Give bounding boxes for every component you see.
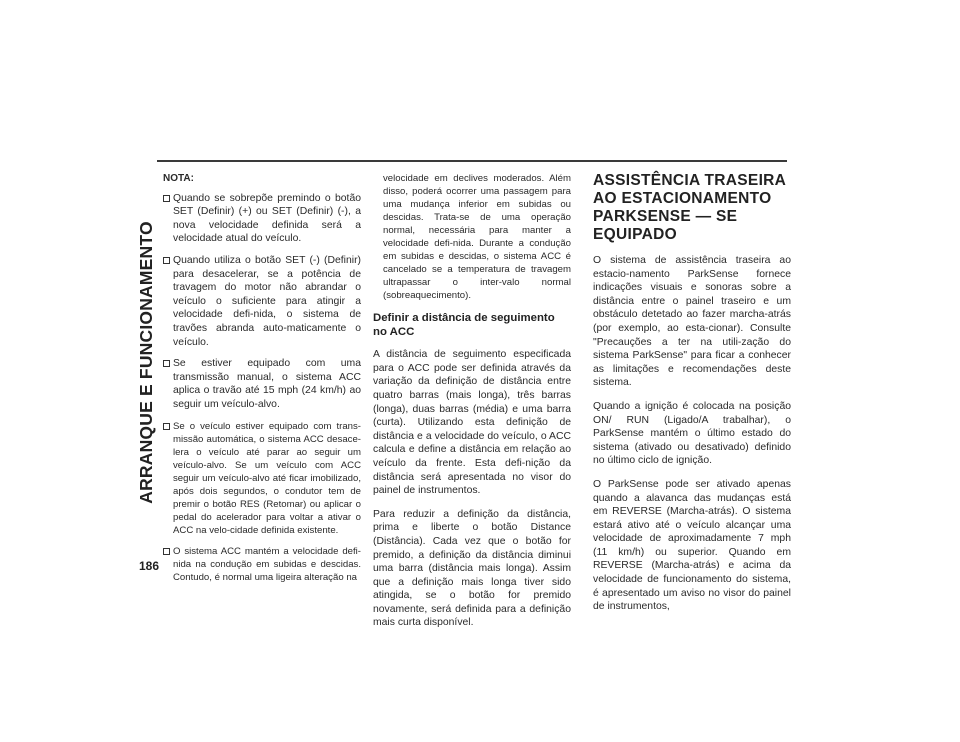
header-rule (157, 160, 787, 162)
paragraph: O ParkSense pode ser ativado apenas quando a alavanca das mudanças está em REVERSE (Marcha-atrás). O sistema estará ativo até o veículo alcançar uma velocidade de aproximadamente 7 mph (11 km/h) ou superior. Quando em REVERSE (Marcha-atrás) e acima da velocidade de funcionamento do sistema, é apresentado um aviso no visor do painel de instrumentos, (593, 478, 791, 613)
list-item-text: Se o veículo estiver equipado com trans-missão automática, o sistema ACC desace-lera o veículo até parar ao seguir um veículo-alvo. Se um veículo com ACC seguir um veículo-alvo até ficar imobilizado, após dois segundos, o condutor tem de premir o botão RES (Retomar) ou aplicar o pedal do acelerador para voltar a ativar o ACC na velo-cidade definida existente. (173, 420, 361, 536)
list-item-text: O sistema ACC mantém a velocidade defi-nida na condução em subidas e descidas. Contudo, é normal uma ligeira alteração na (173, 545, 361, 583)
list-item-text: Se estiver equipado com uma transmissão manual, o sistema ACC aplica o travão até 15 mph (24 km/h) ao seguir um veículo-alvo. (173, 358, 361, 410)
column-middle (373, 172, 571, 640)
chapter-title: ARRANQUE E FUNCIONAMENTO (135, 220, 156, 504)
note-continuation: velocidade em declives moderados. Além disso, poderá ocorrer uma passagem para uma mudança inferior em subidas ou descidas. Trata-se de uma operação normal, necessária para manter a velocidade defi-nida. Durante a condução em subidas e descidas, o sistema ACC é cancelado se a temperatura de travagem ultrapassar o inter-valo normal (sobreaquecimento). (383, 173, 571, 301)
paragraph: Para reduzir a definição da distância, prima e liberte o botão Distance (Distância). Cada vez que o botão for premido, a definição da distância diminui uma barra (distância mais longa). Assim que a definição mais longa tiver sido atingida, se o botão for premido novamente, será definida para a definição mais curta disponível. (373, 508, 571, 629)
paragraph: Quando a ignição é colocada na posição ON/ RUN (Ligado/A trabalhar), o ParkSense mantém o último estado do sistema (ativado ou desativado) definido no último ciclo de ignição. (593, 400, 791, 467)
checkbox-bullet-icon (163, 257, 170, 264)
paragraph: A distância de seguimento especificada para o ACC pode ser definida através da variação da definição de distância entre quatro barras (mais longa), três barras (longa), duas barras (média) e uma barra (curta). Utilizando esta definição de distância e a velocidade do veículo, o ACC calcula e define a distância em relação ao veículo da frente. Esta defi-nição da distância será apresentada no visor do painel de instrumentos. (373, 349, 571, 497)
checkbox-bullet-icon (163, 548, 170, 555)
page-number: 186 (139, 559, 160, 573)
note-label: NOTA: (163, 173, 194, 184)
section-title: ASSISTÊNCIA TRASEIRA AO ESTACIONAMENTO PARKSENSE — SE EQUIPADO (593, 172, 786, 243)
paragraph: O sistema de assistência traseira ao estacio-namento ParkSense fornece indicações visuais e sonoras sobre a distância entre o painel traseiro e um obstáculo detetado ao fazer marcha-atrás (por exemplo, ao esta-cionar). Consulte "Precauções a ter na utili-zação do sistema ParkSense" para ficar a conhecer as limitações e recomendações deste sistema. (593, 255, 791, 389)
column-right (593, 172, 791, 624)
checkbox-bullet-icon (163, 423, 170, 430)
list-item (163, 545, 361, 584)
column-left (163, 172, 361, 592)
list-item (163, 254, 361, 349)
list-item (163, 192, 361, 246)
checkbox-bullet-icon (163, 195, 170, 202)
list-item (163, 420, 361, 537)
list-item (163, 357, 361, 411)
list-item-text: Quando se sobrepõe premindo o botão SET (Definir) (+) ou SET (Definir) (-), a nova velocidade definida será a velocidade atual do veículo. (173, 192, 361, 245)
section-heading: Definir a distância de seguimento no ACC (373, 312, 555, 338)
checkbox-bullet-icon (163, 360, 170, 367)
chapter-tab (136, 172, 156, 552)
list-item-text: Quando utiliza o botão SET (-) (Definir) para desacelerar, se a potência de travagem do motor não abrandar o veículo o suficiente para atingir a velocidade defi-nida, o sistema de travões abranda auto-maticamente o veículo. (173, 254, 361, 348)
